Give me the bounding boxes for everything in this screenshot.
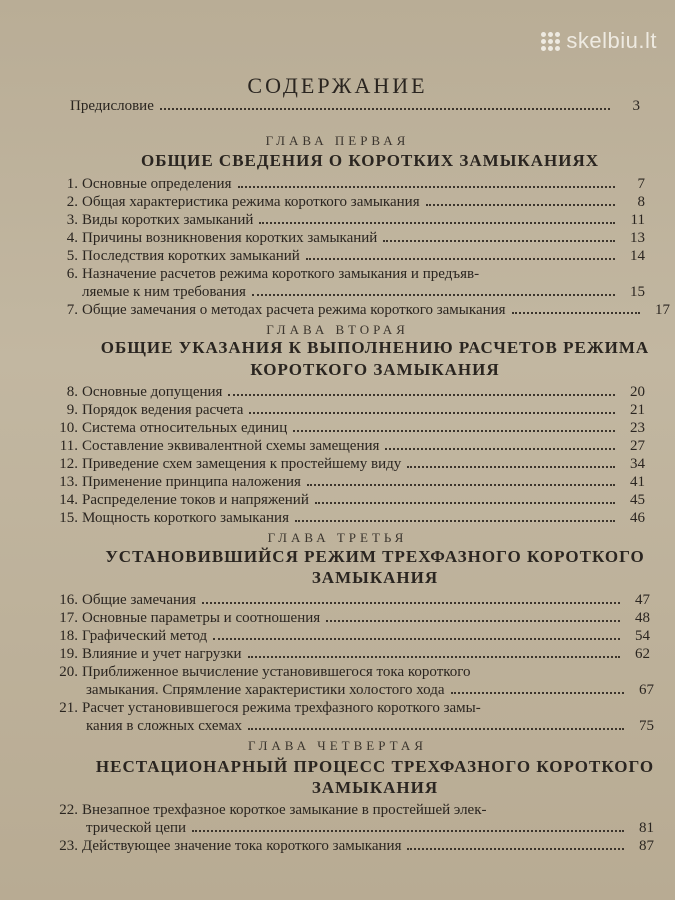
- entry-page: 67: [639, 682, 654, 698]
- entry-text: Действующее значение тока короткого замыкания: [82, 838, 402, 854]
- leader-dots: [238, 186, 616, 188]
- entry-text: Приближенное вычисление установившегося тока короткого: [82, 664, 471, 680]
- entry-number: 23.: [59, 838, 78, 854]
- entry-number: 8.: [66, 384, 78, 400]
- entry-text: Влияние и учет нагрузки: [82, 646, 242, 662]
- leader-dots: [383, 240, 615, 242]
- entry-text: Основные параметры и соотношения: [82, 610, 321, 626]
- entry-text-continuation: кания в сложных схемах: [86, 718, 243, 734]
- toc-entry: [52, 492, 645, 509]
- entry-text: Основные допущения: [82, 384, 223, 400]
- page-title: СОДЕРЖАНИЕ: [247, 73, 428, 98]
- leader-dots: [407, 848, 624, 850]
- entry-text: Распределение токов и напряжений: [82, 492, 309, 508]
- entry-text: Общие замечания: [82, 592, 196, 608]
- watermark-text: skelbiu.lt: [566, 28, 657, 53]
- leader-dots: [228, 394, 615, 396]
- leader-dots: [326, 620, 620, 622]
- toc-entry: [52, 592, 650, 609]
- entry-number: 4.: [66, 230, 78, 246]
- watermark: [541, 28, 657, 54]
- entry-text: Общие замечания о методах расчета режима короткого замыкания: [82, 302, 506, 318]
- toc-entry: [52, 420, 645, 437]
- entry-page: 17: [655, 302, 670, 318]
- leader-dots: [259, 222, 615, 224]
- entry-text: Причины возникновения коротких замыканий: [82, 230, 378, 246]
- leader-dots: [160, 108, 610, 110]
- entry-number: 9.: [66, 402, 78, 418]
- entry-number: 19.: [59, 646, 78, 662]
- entry-text-continuation: ляемые к ним требования: [82, 284, 246, 300]
- leader-dots: [252, 294, 615, 296]
- toc-entry: [52, 474, 645, 491]
- entry-number: 2.: [66, 194, 78, 210]
- leader-dots: [451, 692, 624, 694]
- chapter-label: ГЛАВА ВТОРАЯ: [266, 322, 409, 337]
- leader-dots: [202, 602, 620, 604]
- toc-entry: [52, 456, 645, 473]
- entry-page: 54: [635, 628, 650, 644]
- entry-text: Графический метод: [82, 628, 208, 644]
- toc-entry: [52, 212, 645, 229]
- leader-dots: [213, 638, 620, 640]
- toc-entry: [52, 248, 645, 265]
- toc-entry: [52, 230, 645, 247]
- leader-dots: [512, 312, 640, 314]
- entry-page: 27: [630, 438, 645, 454]
- leader-dots: [293, 430, 615, 432]
- entry-page: 8: [637, 194, 645, 210]
- toc-entry-continuation: [86, 718, 654, 735]
- chapter-heading: НЕСТАЦИОНАРНЫЙ ПРОЦЕСС ТРЕХФАЗНОГО КОРОТКОГО: [95, 757, 655, 776]
- entry-page: 3: [632, 98, 640, 114]
- entry-number: 22.: [59, 802, 78, 818]
- chapter-heading: УСТАНОВИВШИЙСЯ РЕЖИМ ТРЕХФАЗНОГО КОРОТКОГО: [105, 547, 645, 566]
- leader-dots: [248, 728, 624, 730]
- entry-text: Предисловие: [70, 98, 154, 114]
- entry-text: Порядок ведения расчета: [82, 402, 244, 418]
- toc-entry: [52, 664, 650, 681]
- entry-page: 75: [639, 718, 654, 734]
- leader-dots: [249, 412, 615, 414]
- leader-dots: [307, 484, 615, 486]
- entry-text: Последствия коротких замыканий: [82, 248, 300, 264]
- toc-entry-continuation: [86, 682, 654, 699]
- entry-text: Внезапное трехфазное короткое замыкание в простейшей элек-: [82, 802, 487, 818]
- entry-text-continuation: трической цепи: [86, 820, 187, 836]
- chapter-heading-line2: КОРОТКОГО ЗАМЫКАНИЯ: [250, 360, 500, 379]
- chapter-heading: ОБЩИЕ УКАЗАНИЯ К ВЫПОЛНЕНИЮ РАСЧЕТОВ РЕЖИМА: [100, 338, 650, 357]
- chapter-label: ГЛАВА ПЕРВАЯ: [265, 133, 410, 148]
- entry-page: 20: [630, 384, 645, 400]
- toc-entry: [52, 700, 650, 717]
- chapter-label: ГЛАВА ТРЕТЬЯ: [267, 530, 408, 545]
- toc-entry: [52, 610, 650, 627]
- entry-number: 20.: [59, 664, 78, 680]
- toc-entry-continuation: [82, 284, 645, 301]
- chapter-heading-line2: ЗАМЫКАНИЯ: [311, 568, 439, 587]
- toc-entry: [52, 838, 654, 855]
- entry-number: 15.: [59, 510, 78, 526]
- entry-text: Назначение расчетов режима короткого замыкания и предъяв-: [82, 266, 480, 282]
- toc-entry: [52, 646, 650, 663]
- entry-page: 47: [635, 592, 650, 608]
- entry-text: Расчет установившегося режима трехфазного короткого замы-: [82, 700, 481, 716]
- entry-text: Применение принципа наложения: [82, 474, 301, 490]
- entry-number: 16.: [59, 592, 78, 608]
- toc-entry: [52, 438, 645, 455]
- entry-page: 46: [630, 510, 645, 526]
- entry-page: 45: [630, 492, 645, 508]
- entry-page: 81: [639, 820, 654, 836]
- toc-entry: [52, 176, 645, 193]
- toc-entry: [52, 510, 645, 527]
- entry-text-continuation: замыкания. Спрямление характеристики холостого хода: [86, 682, 445, 698]
- toc-entry: [52, 302, 670, 319]
- toc-entry: [52, 194, 645, 211]
- entry-number: 18.: [59, 628, 78, 644]
- chapter-heading-line2: ЗАМЫКАНИЯ: [311, 778, 439, 797]
- entry-text: Виды коротких замыканий: [82, 212, 254, 228]
- entry-number: 6.: [66, 266, 78, 282]
- chapter-label: ГЛАВА ЧЕТВЕРТАЯ: [248, 738, 427, 753]
- entry-page: 13: [630, 230, 645, 246]
- entry-number: 13.: [59, 474, 78, 490]
- entry-number: 5.: [66, 248, 78, 264]
- entry-page: 62: [635, 646, 650, 662]
- entry-number: 7.: [66, 302, 78, 318]
- entry-text: Приведение схем замещения к простейшему виду: [82, 456, 402, 472]
- entry-number: 1.: [66, 176, 78, 192]
- entry-page: 11: [630, 212, 645, 228]
- leader-dots: [295, 520, 615, 522]
- entry-number: 10.: [59, 420, 78, 436]
- toc-entry: [52, 384, 645, 401]
- entry-number: 11.: [59, 438, 78, 454]
- entry-text: Общая характеристика режима короткого замыкания: [82, 194, 420, 210]
- entry-number: 12.: [59, 456, 78, 472]
- entry-page: 7: [637, 176, 645, 192]
- toc-entry-preface: [70, 98, 640, 115]
- entry-number: 21.: [59, 700, 78, 716]
- entry-number: 14.: [59, 492, 78, 508]
- toc-entry: [52, 402, 645, 419]
- entry-text: Система относительных единиц: [82, 420, 288, 436]
- toc-entry: [52, 628, 650, 645]
- entry-text: Основные определения: [82, 176, 232, 192]
- leader-dots: [407, 466, 615, 468]
- entry-page: 34: [630, 456, 645, 472]
- toc-entry: [52, 802, 650, 819]
- entry-page: 23: [630, 420, 645, 436]
- entry-page: 48: [635, 610, 650, 626]
- leader-dots: [248, 656, 620, 658]
- entry-number: 17.: [59, 610, 78, 626]
- entry-page: 14: [630, 248, 645, 264]
- entry-page: 21: [630, 402, 645, 418]
- entry-page: 41: [630, 474, 645, 490]
- entry-page: 87: [639, 838, 654, 854]
- toc-entry: [52, 266, 645, 283]
- logo-dots-icon: [541, 32, 560, 51]
- entry-number: 3.: [66, 212, 78, 228]
- leader-dots: [426, 204, 615, 206]
- entry-text: Мощность короткого замыкания: [82, 510, 289, 526]
- entry-text: Составление эквивалентной схемы замещения: [82, 438, 380, 454]
- chapter-heading: ОБЩИЕ СВЕДЕНИЯ О КОРОТКИХ ЗАМЫКАНИЯХ: [140, 151, 600, 170]
- toc-entry-continuation: [86, 820, 654, 837]
- leader-dots: [385, 448, 615, 450]
- leader-dots: [315, 502, 615, 504]
- leader-dots: [192, 830, 624, 832]
- entry-page: 15: [630, 284, 645, 300]
- leader-dots: [306, 258, 615, 260]
